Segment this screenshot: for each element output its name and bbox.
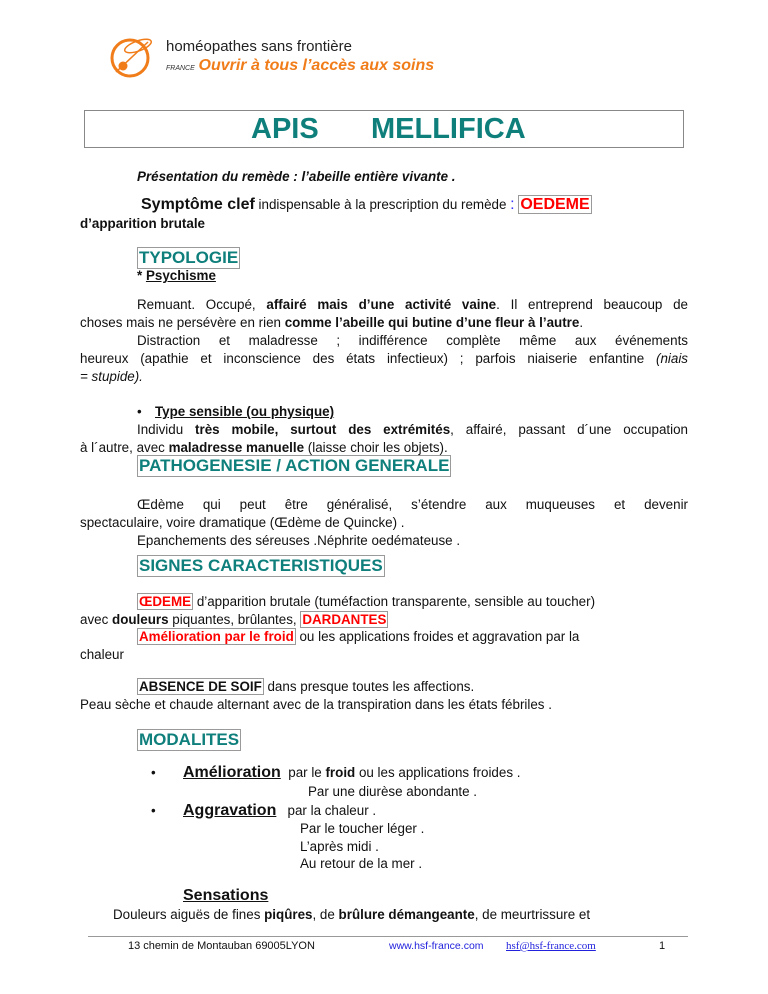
typologie-line-1 xyxy=(137,296,688,314)
text-bold: froid xyxy=(325,765,356,780)
text: par le xyxy=(288,765,326,780)
psychisme-subheading xyxy=(137,267,688,285)
signes-line-2 xyxy=(80,611,688,629)
signes-line-5 xyxy=(137,678,688,696)
amelioration-label: Amélioration xyxy=(183,764,281,781)
amelioration-froid-highlight: Amélioration par le froid xyxy=(139,629,294,644)
title-word-apis: APIS xyxy=(251,113,319,145)
aggravation-line-3: L’après midi . xyxy=(300,839,379,854)
text-bold: très mobile, surtout des extrémités xyxy=(195,422,451,437)
bullet-icon: • xyxy=(137,404,142,419)
sensations-line-1 xyxy=(113,906,721,924)
bullet-icon: • xyxy=(151,803,156,818)
text: , de xyxy=(312,907,339,922)
text: . xyxy=(579,315,584,330)
footer-email-link[interactable]: hsf@hsf-france.com xyxy=(506,940,596,952)
text: choses mais ne persévère en rien xyxy=(80,315,285,330)
amelioration-item xyxy=(151,764,759,782)
symptome-clef xyxy=(141,196,692,214)
logo-name: homéopathes sans frontière xyxy=(166,38,352,55)
text-bold: brûlure démangeante xyxy=(338,907,475,922)
footer-address: 13 chemin de Montauban 69005LYON xyxy=(128,940,315,952)
symptome-cont: d’apparition brutale xyxy=(80,216,205,231)
sensations-heading xyxy=(183,887,768,905)
text: Remuant. Occupé, xyxy=(137,297,267,312)
text: , de meurtrissure et xyxy=(474,907,591,922)
text: , affairé, passant d´une occupation xyxy=(450,422,688,437)
patho-line-2: spectaculaire, voire dramatique (Œdème de Quincke) . xyxy=(80,515,405,530)
text: dans presque toutes les affections. xyxy=(263,679,475,694)
aggravation-line-2: Par le toucher léger . xyxy=(300,821,425,836)
type-line-1 xyxy=(137,421,688,439)
text: ou les applications froides et aggravation par la xyxy=(295,629,580,644)
logo-country: FRANCE xyxy=(166,65,195,72)
typologie-line-4 xyxy=(80,350,688,368)
type-sensible-label: Type sensible (ou physique) xyxy=(155,404,335,419)
text: Individu xyxy=(137,422,196,437)
signes-line-3 xyxy=(137,628,688,646)
heading-typologie: TYPOLOGIE xyxy=(139,248,239,267)
aggravation-label: Aggravation xyxy=(183,802,277,819)
text: à l´autre, avec xyxy=(80,440,169,455)
type-sensible-bullet xyxy=(137,403,688,421)
text: heureux (apathie et inconscience des états infectieux) ; parfois niaiserie enfantine xyxy=(80,351,656,366)
footer-divider xyxy=(88,936,688,937)
patho-line-3: Epanchements des séreuses .Néphrite oedémateuse . xyxy=(137,533,461,548)
footer-website-link[interactable]: www.hsf-france.com xyxy=(389,940,484,952)
text: Douleurs aiguës de fines xyxy=(113,907,265,922)
aggravation-item xyxy=(151,802,759,820)
presentation: Présentation du remède : l’abeille entière vivante . xyxy=(137,169,456,184)
dardantes-highlight: DARDANTES xyxy=(302,612,387,627)
text: (laisse choir les objets). xyxy=(304,440,448,455)
symptome-key: OEDEME xyxy=(520,196,590,213)
amelioration-line-2: Par une diurèse abondante . xyxy=(308,784,477,799)
bullet-icon: • xyxy=(151,765,156,780)
typologie-line-2 xyxy=(80,314,688,332)
oedeme-highlight: ŒDEME xyxy=(139,594,192,609)
text-bold: maladresse manuelle xyxy=(168,440,305,455)
heading-pathogenesie: PATHOGENESIE / ACTION GENERALE xyxy=(139,456,450,475)
title-word-mellifica: MELLIFICA xyxy=(371,113,526,145)
symptome-text: indispensable à la prescription du remède xyxy=(254,197,511,212)
text-bold: affairé mais d’une activité vaine xyxy=(266,297,497,312)
text: piquantes, brûlantes, xyxy=(168,612,301,627)
logo-globe-icon xyxy=(108,32,158,82)
absence-soif-highlight: ABSENCE DE SOIF xyxy=(139,679,262,694)
symptome-colon: : xyxy=(510,196,515,213)
title-box xyxy=(84,110,684,148)
patho-line-1: Œdème qui peut être généralisé, s’étendre aux muqueuses et devenir xyxy=(137,497,688,512)
logo-slogan: Ouvrir à tous l’accès aux soins xyxy=(198,57,435,74)
text-bold: piqûres xyxy=(264,907,313,922)
signes-line-1 xyxy=(137,593,688,611)
heading-signes: SIGNES CARACTERISTIQUES xyxy=(139,556,383,575)
signes-line-4: chaleur xyxy=(80,647,124,662)
text-bold: comme l’abeille qui butine d’une fleur à l’autre xyxy=(284,315,580,330)
psychisme-star: * xyxy=(137,268,146,283)
symptome-lead: Symptôme clef xyxy=(141,196,255,213)
text: d’apparition brutale (tuméfaction transparente, sensible au toucher) xyxy=(193,594,596,609)
heading-modalites: MODALITES xyxy=(139,730,240,749)
hsf-logo xyxy=(108,32,435,82)
page-number: 1 xyxy=(659,940,666,952)
signes-line-6: Peau sèche et chaude alternant avec de la transpiration dans les états fébriles . xyxy=(80,697,552,712)
aggravation-line-4: Au retour de la mer . xyxy=(300,856,423,871)
sensations-label: Sensations xyxy=(183,887,269,904)
psychisme-label: Psychisme xyxy=(145,268,216,283)
text: avec xyxy=(80,612,113,627)
typologie-line-3: Distraction et maladresse ; indifférence complète même aux événements xyxy=(137,333,688,348)
text-bold: douleurs xyxy=(112,612,169,627)
text: ou les applications froides . xyxy=(355,765,521,780)
typologie-line-5: = stupide). xyxy=(80,369,143,384)
text: . Il entreprend beaucoup de xyxy=(496,297,688,312)
text-italic: (niais xyxy=(656,351,688,366)
text: par la chaleur . xyxy=(287,803,377,818)
